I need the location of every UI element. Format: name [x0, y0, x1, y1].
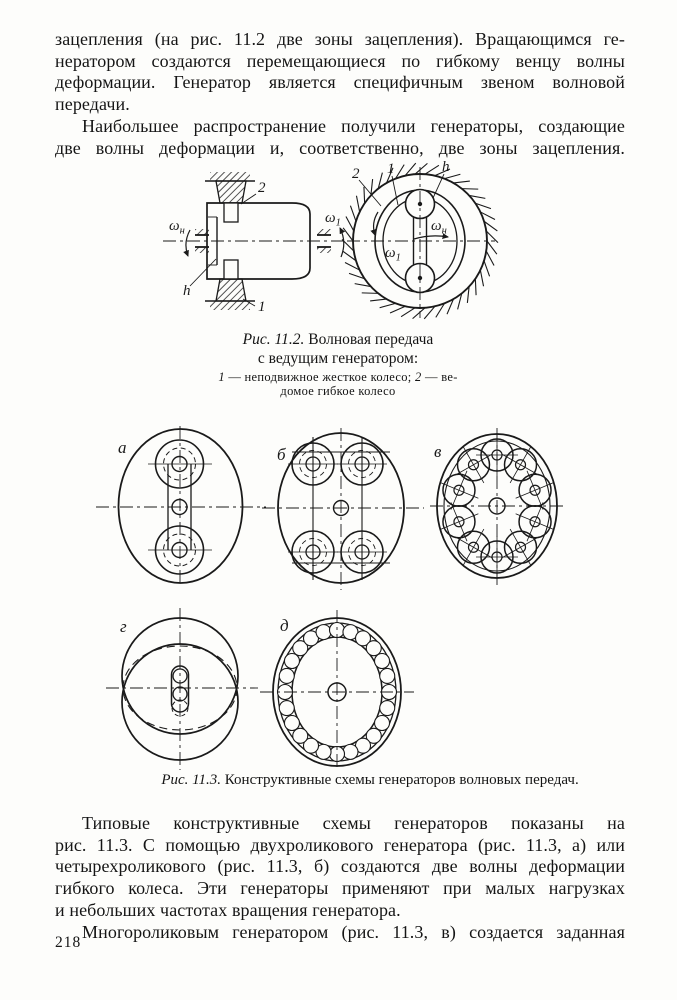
figure-11-2-caption: [168, 331, 508, 398]
omega-h-label-front: $\omega_н$: [431, 218, 447, 237]
text-line: гибкого колеса. Эти генераторы применяют при малых нагрузках: [55, 878, 625, 899]
text-line: Типовые конструктивные схемы генераторов показаны на: [82, 813, 625, 833]
fig112-side-view: [163, 172, 352, 315]
figure-11-3: [85, 420, 605, 772]
fig112-front-view: [342, 159, 498, 319]
body-text-bottom: [55, 813, 625, 943]
part-h-label-front: h: [442, 159, 450, 175]
omega-h-arrow: [186, 230, 190, 256]
omega-h-label: $\omega_н$: [169, 218, 185, 237]
panel-b-label: б: [277, 445, 286, 464]
part-1-label: 1: [258, 299, 266, 315]
body-text-top: [55, 29, 625, 159]
part-2-label-front: 2: [352, 166, 360, 182]
panel-v-label: в: [434, 442, 442, 461]
ground-hatch-bottom: [210, 301, 250, 310]
text-line: нератором создаются перемещающиеся по гибкому венцу волны: [55, 50, 625, 71]
text-line: Многороликовым генератором (рис. 11.3, в) создается заданная: [82, 921, 625, 942]
panel-d-label: д: [280, 616, 289, 635]
caption-title-line: с ведущим генератором:: [257, 349, 419, 367]
fig113-panel-d: [260, 610, 414, 770]
caption-legend-line: 1 — неподвижное жесткое колесо; 2 — ве-: [218, 370, 458, 384]
fig113-panel-a: [96, 426, 266, 586]
panel-a-label: а: [118, 438, 127, 457]
text-line: передачи.: [55, 94, 130, 115]
text-line: зацепления (на рис. 11.2 две зоны зацепления). Вращающимся ге-: [55, 29, 625, 49]
caption-title-line: Рис. 11.2. Волновая передача: [242, 331, 434, 348]
caption-legend-line: домое гибкое колесо: [280, 383, 396, 398]
fig113-panel-b: [262, 428, 424, 590]
gear-tooth-top: [224, 203, 238, 222]
omega-1-label: $\omega_1$: [325, 210, 341, 229]
ground-hatch-top: [210, 172, 250, 181]
fixed-wheel-block-bottom: [216, 279, 246, 301]
text-line: и небольших частотах вращения генератора.: [55, 899, 401, 920]
fig113-panel-v: [430, 428, 564, 586]
page-number: 218: [55, 934, 82, 951]
omega-1-arrow: [340, 228, 344, 257]
fig113-panel-g: [106, 608, 258, 770]
figure-11-3-caption: Рис. 11.3. Конструктивные схемы генераторов волновых передач.: [161, 772, 579, 788]
text-line: четырехроликового (рис. 11.3, б) создаются две волны деформации: [55, 856, 625, 877]
text-line: две волны деформации и, соответственно, две зоны зацепления.: [55, 137, 625, 158]
text-line: рис. 11.3. С помощью двухроликового генератора (рис. 11.3, а) или: [55, 834, 625, 855]
text-line: деформации. Генератор является специфичным звеном волновой: [55, 72, 625, 93]
figure-11-2: [150, 158, 522, 332]
gear-tooth-bottom: [224, 260, 238, 279]
part-2-label: 2: [258, 180, 266, 196]
omega-1-label-front: $\omega_1$: [385, 245, 401, 264]
panel-g-label: г: [120, 617, 127, 636]
fixed-wheel-block-top: [216, 181, 246, 203]
part-1-label-front: 1: [387, 161, 395, 177]
text-line: Наибольшее распространение получили генераторы, создающие: [82, 115, 625, 136]
part-h-label: h: [183, 283, 191, 299]
